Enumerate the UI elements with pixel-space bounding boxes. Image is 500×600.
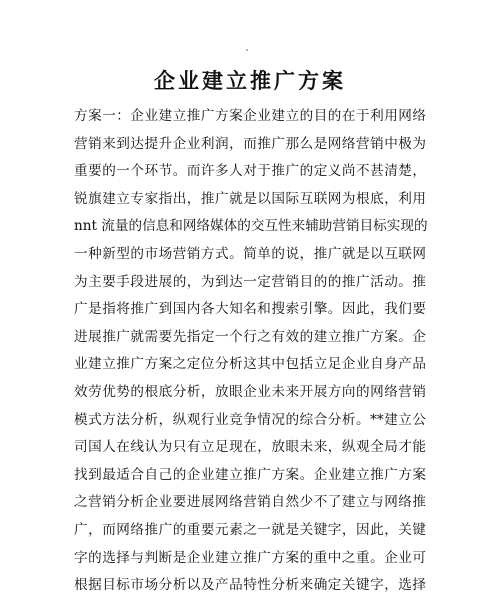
text-line: 根据目标市场分析以及产品特性分析来确定关键字，选择: [74, 577, 426, 594]
text-line: 进展推广就需要先指定一个行之有效的建立推广方案。企: [74, 328, 426, 345]
text-line: 营销来到达提升企业利润，而推广那么是网络营销中极为: [74, 135, 426, 152]
text-line: 司国人在线认为只有立足现在，放眼未来，纵观全局才能: [74, 439, 426, 456]
text-line: 一种新型的市场营销方式。简单的说，推广就是以互联网: [74, 245, 426, 262]
text-line: 效劳优势的根底分析，放眼企业未来开展方向的网络营销: [74, 383, 426, 400]
text-line: nnt 流量的信息和网络媒体的交互性来辅助营销目标实现的: [74, 218, 428, 235]
text-line: 广，而网络推广的重要元素之一就是关键字，因此，关键: [74, 521, 426, 538]
text-line: 之营销分析企业要进展网络营销自然少不了建立与网络推: [74, 494, 426, 511]
text-line: 广是指将推广到国内各大知名和搜索引擎。因此，我们要: [74, 301, 426, 318]
scan-speck: [246, 49, 248, 51]
text-line: 锐旗建立专家指出，推广就是以国际互联网为根底，利用: [74, 190, 426, 207]
text-line: 找到最适合自己的企业建立推广方案。企业建立推广方案: [74, 466, 426, 483]
text-line: 方案一：企业建立推广方案企业建立的目的在于利用网络: [74, 108, 426, 124]
text-line: 业建立推广方案之定位分析这其中包括立足企业自身产品: [74, 356, 426, 373]
text-line: 重要的一个环节。而许多人对于推广的定义尚不甚清楚，: [74, 163, 426, 180]
text-line: 模式方法分析，纵观行业竞争情况的综合分析。**建立公: [74, 411, 426, 428]
document-body: [74, 103, 426, 600]
document-title: 企业建立推广方案: [154, 69, 346, 93]
text-line: 字的选择与判断是企业建立推广方案的重中之重。企业可: [74, 549, 426, 566]
text-line: 为主要手段进展的，为到达一定营销目的的推广活动。推: [74, 273, 426, 290]
